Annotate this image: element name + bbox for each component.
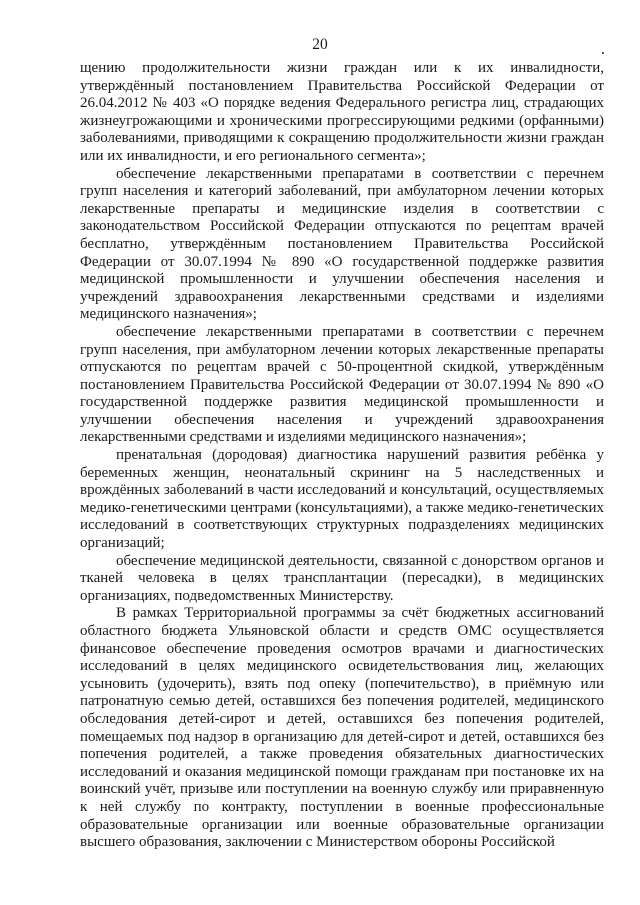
paragraph-6: В рамках Территориальной программы за счёт бюджетных ассигнований областного бюджета Ульяновской области и средств ОМС осуществляется финансовое обеспечение проведения осмотров врачами и диагностических исследований в целях медицинского освидетельствования лиц, желающих усыновить (удочерить), взять под опеку (попечительство), в приёмную или патронатную семью детей, оставшихся без попечения родителей, медицинского обследования детей-сирот и детей, оставшихся без попечения родителей, помещаемых под надзор в организацию для детей-сирот и детей, оставшихся без попечения родителей, а также проведения обязательных диагностических исследований и оказания медицинской помощи гражданам при постановке их на воинский учёт, призыве или поступлении на военную службу или приравненную к ней службу по контракту, поступлении в военные профессиональные образовательные организации или военные образовательные организации высшего образования, заключении с Министерством обороны Российской [80, 605, 604, 851]
paragraph-2: обеспечение лекарственными препаратами в соответствии с перечнем групп населения и категорий заболеваний, при амбулаторном лечении которых лекарственные препараты и медицинские изделия в соответствии с законодательством Российской Федерации отпускаются по рецептам врачей бесплатно, утверждённым постановлением Правительства Российской Федерации от 30.07.1994 № 890 «О государственной поддержке развития медицинской промышленности и улучшении обеспечения населения и учреждений здравоохранения лекарственными средствами и изделиями медицинского назначения»; [80, 165, 604, 323]
scan-artifact [602, 52, 604, 54]
document-body [80, 60, 604, 852]
paragraph-5: обеспечение медицинской деятельности, связанной с донорством органов и тканей человека в целях трансплантации (пересадки), в медицинских организациях, подведомственных Министерству. [80, 552, 604, 604]
page-number: 20 [312, 36, 328, 53]
paragraph-3: обеспечение лекарственными препаратами в соответствии с перечнем групп населения, при амбулаторном лечении которых лекарственные препараты отпускаются по рецептам врачей с 50-процентной скидкой, утверждённым постановлением Правительства Российской Федерации от 30.07.1994 № 890 «О государственной поддержке развития медицинской промышленности и улучшении обеспечения населения и учреждений здравоохранения лекарственными средствами и изделиями медицинского назначения»; [80, 323, 604, 446]
paragraph-4: пренатальная (дородовая) диагностика нарушений развития ребёнка у беременных женщин, неонатальный скрининг на 5 наследственных и врождённых заболеваний в части исследований и консультаций, осуществляемых медико-генетическими центрами (консультациями), а также медико-генетических исследований в соответствующих структурных подразделениях медицинских организаций; [80, 447, 604, 552]
paragraph-1: щению продолжительности жизни граждан или к их инвалидности, утверждённый постановлением Правительства Российской Федерации от 26.04.2012 № 403 «О порядке ведения Федерального регистра лиц, страдающих жизнеугрожающими и хроническими прогрессирующими редкими (орфанными) заболеваниями, приводящими к сокращению продолжительности жизни граждан или их инвалидности, и его регионального сегмента»; [80, 60, 604, 164]
